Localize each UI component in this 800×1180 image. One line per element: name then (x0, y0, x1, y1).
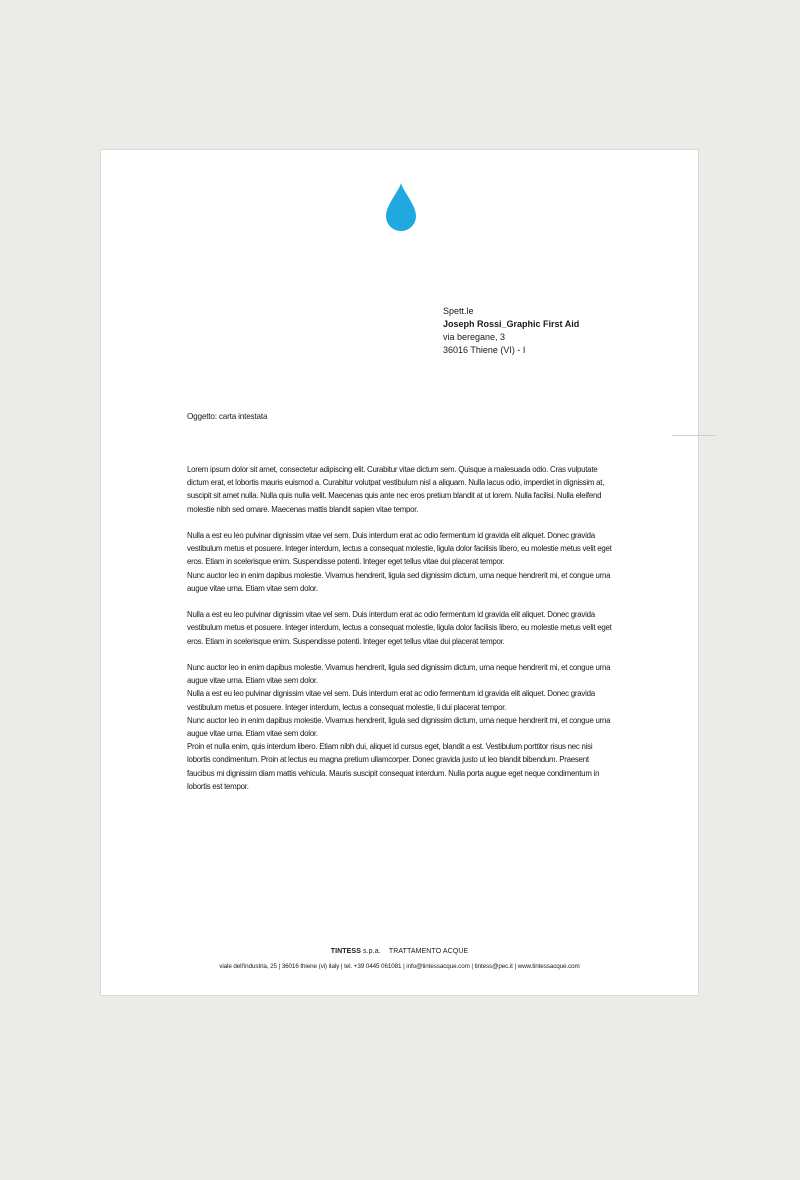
body-text-block: Nulla a est eu leo pulvinar dignissim vitae vel sem. Duis interdum erat ac odio fermentum id gravida elit aliquet. Donec gravida vestibulum metus et posuere. Integer interdum, lectus a consequat molestie, ligula dolor facilisis libero, eu molestie metus velit eget eros. Etiam in scelerisque enim. Suspendisse potenti. Integer eget tellus vitae dui placerat tempor. (187, 610, 612, 646)
body-text-block: Nunc auctor leo in enim dapibus molestie. Vivamus hendrerit, ligula sed dignissim dictum, urna neque hendrerit mi, et congue urna augue vitae urna. Etiam vitae sem dolor. (187, 663, 611, 686)
footer-tagline: TRATTAMENTO ACQUE (388, 948, 469, 955)
footer-company-line (101, 947, 698, 957)
body-paragraph (187, 661, 617, 793)
body-paragraph (187, 608, 617, 648)
body-text-block: Nunc auctor leo in enim dapibus molestie. Vivamus hendrerit, ligula sed dignissim dictum, urna neque hendrerit mi, et congue urna augue vitae urna. Etiam vitae sem dolor. (187, 715, 611, 739)
subject-line: Oggetto: carta intestata (187, 412, 268, 421)
fold-mark (672, 435, 715, 436)
footer-company-suffix: s.p.a. (363, 948, 381, 955)
body-text-block: Lorem ipsum dolor sit amet, consectetur adipiscing elit. Curabitur vitae dictum sem. Quisque a malesuada odio. Cras vulputate dictum erat, et lobortis mauris euismod a. Curabitur volutpat vestibulum nisl a aliquam. Nulla lacus odio, imperdiet in dignissim at, suscipit sit amet nulla. Nulla quis nulla velit. Maecenas quis ante nec eros pretium blandit at ut lorem. Nulla facilisi. Nulla eleifend molestie nibh sed ornare. Maecenas mattis blandit sapien vitae tempor. (187, 465, 605, 514)
body-text-block: Proin et nulla enim, quis interdum libero. Etiam nibh dui, aliquet id cursus eget, blandit a est. Vestibulum porttitor risus nec nisi lobortis condimentum. Proin at lectus eu magna pretium ullamcorper. Donec gravida justo ut leo blandit bibendum. Praesent faucibus mi dignissim diam mattis vehicula. Mauris suscipit consequat interdum. Nulla porta augue eget neque condimentum in lobortis est tempor. (187, 742, 600, 791)
footer-brand: TINTESS (330, 948, 361, 955)
footer-address-line: viale dell'industria, 25 | 36016 thiene (vi) italy | tel. +39 0445 061081 | info@tintessacque.com | tintess@pec.it | www.tintessacque.com (219, 963, 580, 970)
body-paragraph (187, 529, 617, 595)
recipient-name: Joseph Rossi_Graphic First Aid (443, 319, 580, 329)
water-drop-icon (386, 183, 416, 231)
recipient-block (443, 305, 579, 357)
recipient-street: via beregane, 3 (443, 332, 506, 342)
body-paragraph (187, 463, 617, 516)
recipient-city: 36016 Thiene (VI) - I (443, 345, 526, 355)
letter-body (187, 463, 617, 806)
body-text-block: Nunc auctor leo in enim dapibus molestie. Vivamus hendrerit, ligula sed dignissim dictum, urna neque hendrerit mi, et congue urna augue vitae urna. Etiam vitae sem dolor. (187, 570, 611, 593)
body-text-block: Nulla a est eu leo pulvinar dignissim vitae vel sem. Duis interdum erat ac odio fermentum id gravida elit aliquet. Donec gravida vestibulum metus et posuere. Integer interdum, lectus a consequat molestie, li dui placerat tempor. (187, 689, 595, 712)
recipient-salutation: Spett.le (443, 306, 474, 316)
water-drop-shape (386, 183, 416, 231)
body-text-block: Nulla a est eu leo pulvinar dignissim vitae vel sem. Duis interdum erat ac odio fermentum id gravida elit aliquet. Donec gravida vestibulum metus et posuere. Integer interdum, lectus a consequat molestie, ligula dolor facilisis libero, eu molestie metus velit eget eros. Etiam in scelerisque enim. Suspendisse potenti. Integer eget tellus vitae dui placerat tempor. (187, 531, 612, 567)
letterhead-sheet (100, 149, 699, 996)
